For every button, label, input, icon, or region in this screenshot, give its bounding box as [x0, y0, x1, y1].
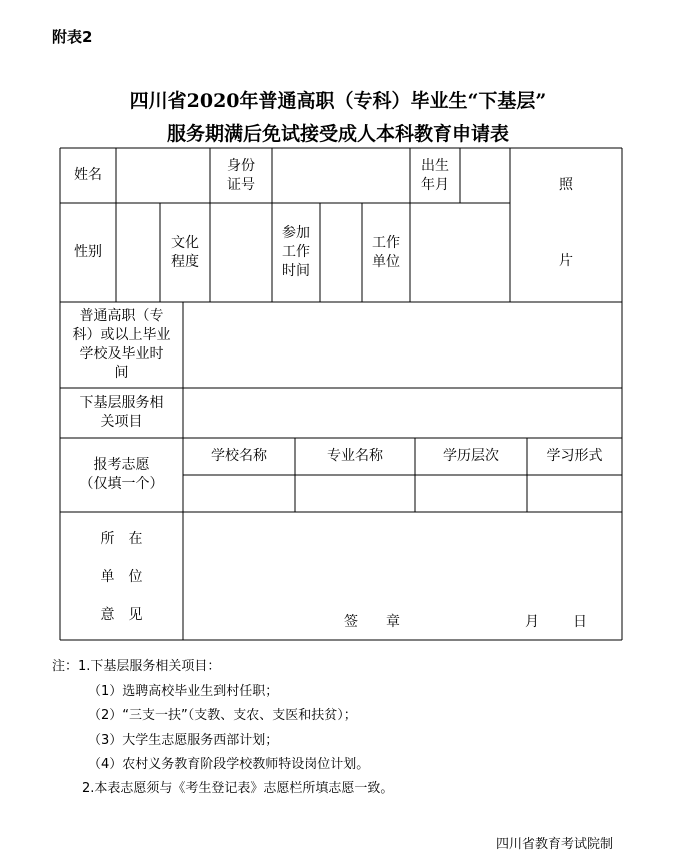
seal-label: 签 章 [344, 613, 400, 630]
col-major-name: 专业名称 [327, 448, 383, 464]
note-point-2: 2.本表志愿须与《考生登记表》志愿栏所填志愿一致。 [82, 781, 394, 796]
note-item-4: （4）农村义务教育阶段学校教师特设岗位计划。 [88, 757, 370, 772]
education-label: 文化 程度 [171, 234, 199, 270]
id-number-label: 身份 证号 [227, 157, 255, 193]
col-education-level: 学历层次 [443, 448, 499, 464]
col-school-name: 学校名称 [211, 448, 267, 464]
education-level-field[interactable] [415, 475, 527, 512]
work-start-label: 参加 工作 时间 [282, 225, 310, 279]
col-study-mode: 学习形式 [546, 448, 603, 464]
attachment-label: 附表2 [52, 28, 93, 46]
id-number-field[interactable] [272, 148, 410, 203]
work-unit-label: 工作 单位 [372, 234, 400, 270]
unit-opinion-label-1: 所 在 [100, 530, 143, 547]
service-project-field[interactable] [183, 388, 622, 438]
form-title-line2: 服务期满后免试接受成人本科教育申请表 [166, 123, 509, 145]
form-title-line1: 四川省2020年普通高职（专科）毕业生“下基层” [129, 90, 547, 112]
school-graduation-label: 普通高职（专 科）或以上毕业 学校及毕业时 间 [72, 308, 171, 381]
photo-label-top: 照 [559, 176, 573, 193]
service-project-label: 下基层服务相 关项目 [79, 395, 164, 430]
gender-field[interactable] [116, 203, 160, 302]
birth-date-field[interactable] [460, 148, 510, 203]
application-choice-label: 报考志愿 （仅填一个） [79, 457, 164, 492]
name-label: 姓名 [74, 167, 102, 183]
name-field[interactable] [116, 148, 210, 203]
work-unit-field[interactable] [410, 203, 510, 302]
school-name-field[interactable] [183, 475, 295, 512]
education-field[interactable] [210, 203, 272, 302]
birth-date-label: 出生 年月 [421, 157, 449, 193]
gender-label: 性别 [74, 244, 102, 260]
major-name-field[interactable] [295, 475, 415, 512]
unit-opinion-label-3: 意 见 [100, 606, 143, 623]
note-item-2: （2）“三支一扶”（支教、支农、支医和扶贫）； [88, 708, 357, 723]
day-label: 日 [573, 613, 587, 630]
school-graduation-field[interactable] [183, 302, 622, 388]
photo-label-bottom: 片 [559, 252, 573, 269]
unit-opinion-label-2: 单 位 [100, 568, 143, 585]
notes-heading: 注：1.下基层服务相关项目： [52, 659, 221, 674]
work-start-field[interactable] [320, 203, 362, 302]
note-item-1: （1）选聘高校毕业生到村任职； [88, 684, 279, 699]
issuer-label: 四川省教育考试院制 [496, 837, 614, 852]
note-item-3: （3）大学生志愿服务西部计划； [88, 733, 279, 748]
study-mode-field[interactable] [527, 475, 622, 512]
month-label: 月 [525, 613, 539, 630]
